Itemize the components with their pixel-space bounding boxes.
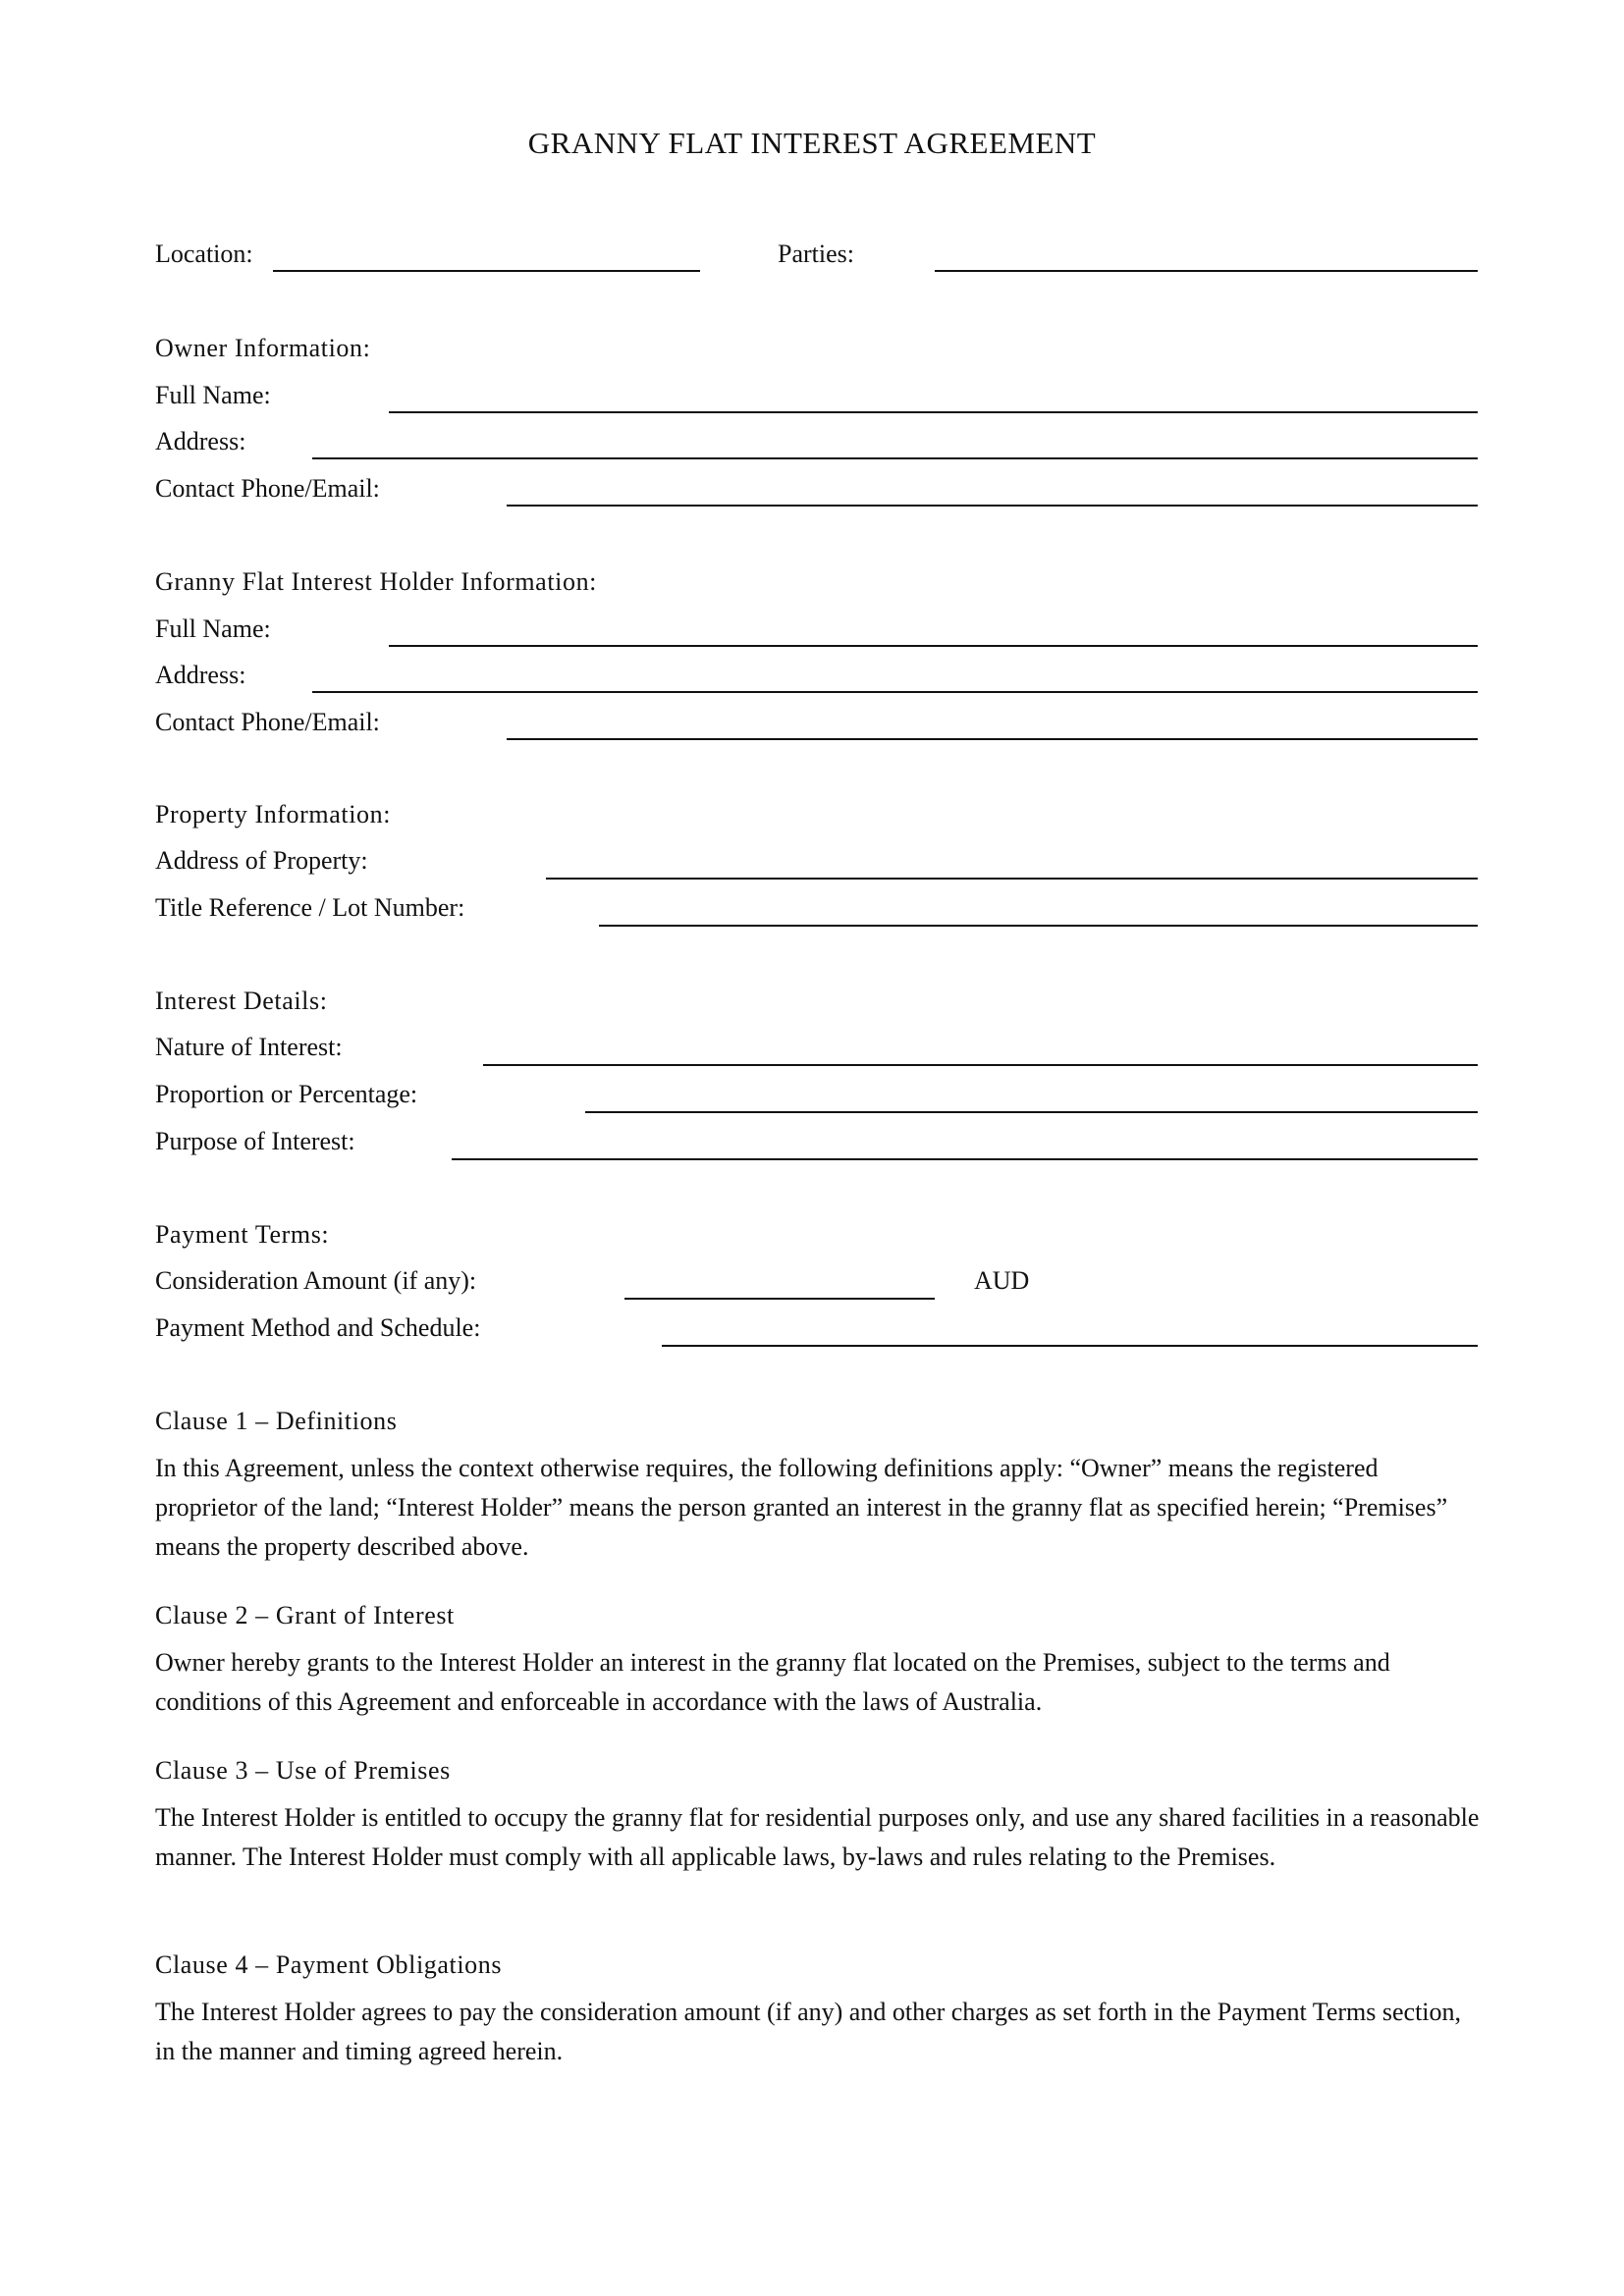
consideration-amount-label: Consideration Amount (if any):: [155, 1266, 477, 1295]
proportion-field[interactable]: [585, 1111, 1478, 1113]
title-reference-field[interactable]: [599, 925, 1478, 927]
property-address-label: Address of Property:: [155, 846, 368, 875]
clause-4-body: The Interest Holder agrees to pay the consideration amount (if any) and other charges as set forth in the Payment Terms section, in the manner and timing agreed herein.: [155, 1998, 1462, 2065]
parties-label: Parties:: [778, 240, 854, 268]
proportion-label: Proportion or Percentage:: [155, 1080, 418, 1108]
holder-address-field[interactable]: [312, 691, 1478, 693]
property-address-field[interactable]: [546, 878, 1478, 880]
clause-3-heading: Clause 3 – Use of Premises: [155, 1756, 451, 1785]
clause-1-heading: Clause 1 – Definitions: [155, 1407, 398, 1435]
clause-2-body: Owner hereby grants to the Interest Holder an interest in the granny flat located on the Premises, subject to the terms and conditions of this Agreement and enforceable in accordance with the laws of Australia.: [155, 1648, 1390, 1716]
owner-full-name-field[interactable]: [389, 411, 1478, 413]
owner-address-label: Address:: [155, 427, 246, 455]
nature-of-interest-field[interactable]: [483, 1064, 1478, 1066]
owner-full-name-label: Full Name:: [155, 381, 271, 409]
holder-contact-label: Contact Phone/Email:: [155, 708, 380, 736]
document-title: GRANNY FLAT INTEREST AGREEMENT: [527, 126, 1097, 160]
nature-of-interest-label: Nature of Interest:: [155, 1033, 343, 1061]
interest-section-heading: Interest Details:: [155, 987, 328, 1015]
holder-address-label: Address:: [155, 661, 246, 689]
holder-contact-field[interactable]: [507, 738, 1478, 740]
clause-2-heading: Clause 2 – Grant of Interest: [155, 1601, 455, 1629]
consideration-amount-field[interactable]: [624, 1298, 935, 1300]
clause-4-heading: Clause 4 – Payment Obligations: [155, 1950, 503, 1979]
location-field[interactable]: [273, 270, 700, 272]
title-reference-label: Title Reference / Lot Number:: [155, 893, 465, 922]
clause-3-body: The Interest Holder is entitled to occupy the granny flat for residential purposes only, and use any shared facilities in a reasonable manner. The Interest Holder must comply with all applicable laws, by-laws and rules relating to the Premises.: [155, 1803, 1480, 1871]
holder-section-heading: Granny Flat Interest Holder Information:: [155, 567, 597, 596]
location-label: Location:: [155, 240, 253, 268]
owner-contact-label: Contact Phone/Email:: [155, 474, 380, 503]
clause-1-body: In this Agreement, unless the context otherwise requires, the following definitions apply: “Owner” means the registered proprietor of the land; “Interest Holder” means the person granted an interest in the granny flat as specified herein; “Premises” means the property described above.: [155, 1454, 1448, 1561]
currency-label: AUD: [974, 1266, 1030, 1295]
owner-contact-field[interactable]: [507, 505, 1478, 507]
purpose-of-interest-field[interactable]: [452, 1158, 1478, 1160]
owner-address-field[interactable]: [312, 457, 1478, 459]
owner-section-heading: Owner Information:: [155, 334, 371, 362]
purpose-of-interest-label: Purpose of Interest:: [155, 1127, 355, 1155]
payment-method-label: Payment Method and Schedule:: [155, 1313, 481, 1342]
property-section-heading: Property Information:: [155, 800, 392, 828]
holder-full-name-field[interactable]: [389, 645, 1478, 647]
payment-section-heading: Payment Terms:: [155, 1220, 330, 1249]
parties-field[interactable]: [935, 270, 1478, 272]
payment-method-field[interactable]: [662, 1345, 1478, 1347]
holder-full-name-label: Full Name:: [155, 614, 271, 643]
